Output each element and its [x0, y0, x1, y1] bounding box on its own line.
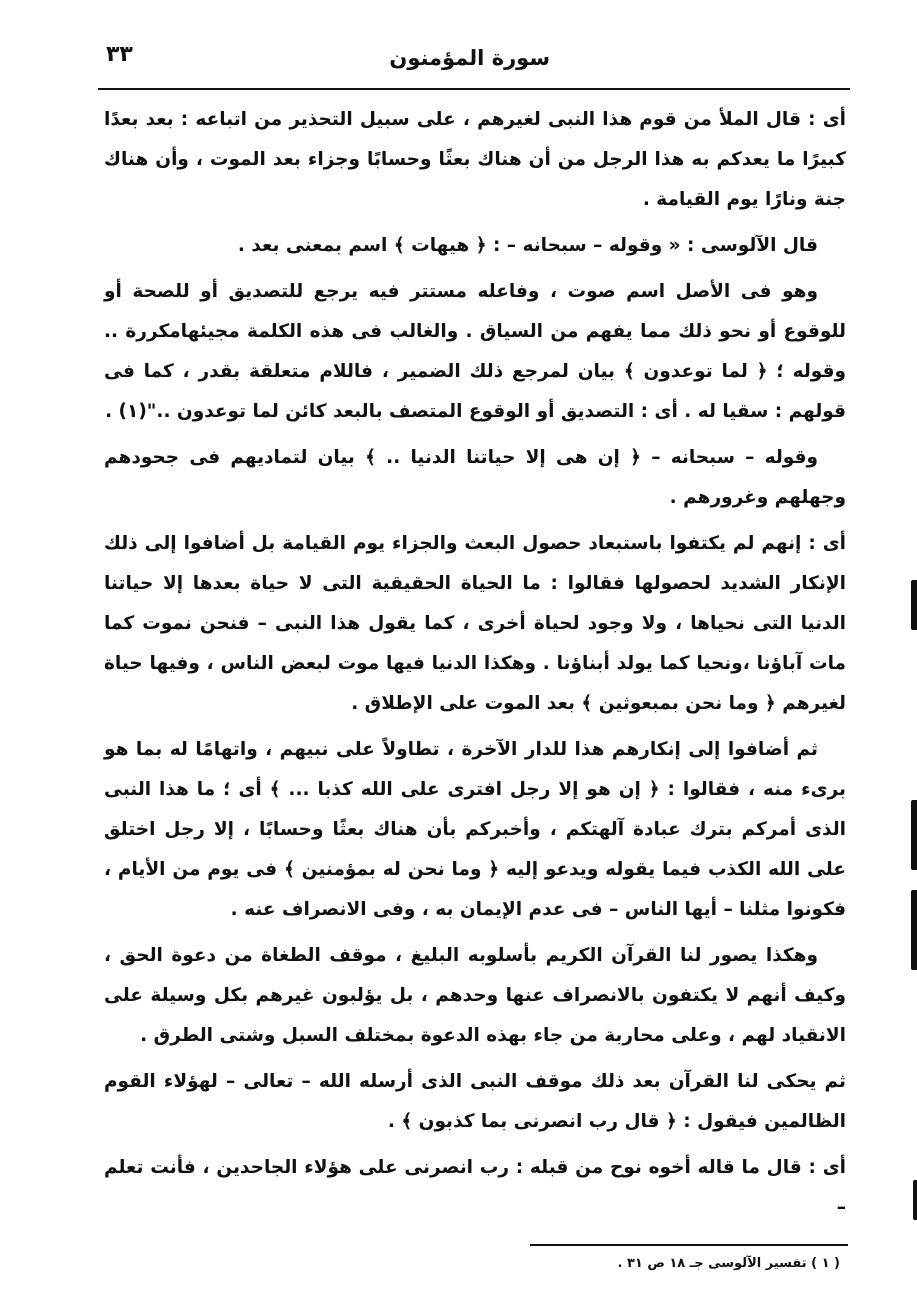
paragraph-3: وهو فى الأصل اسم صوت ، وفاعله مستتر فيه يرجع للتصديق أو للصحة أو للوقوع أو نحو ذلك مما يفهم من السياق . والغالب فى هذه الكلمة مجيئهامكررة .. وقوله ؛ ﴿ لما توعدون ﴾ بيان لمرجع ذلك الضمير ، فاللام متعلقة بقدر ، كما فى قولهم : سقيا له . أى : التصديق أو الوقوع المتصف بالبعد كائن لما توعدون .."(١) . — [104, 281, 846, 422]
scan-edge-mark — [913, 1180, 917, 1220]
paragraph-2: قال الآلوسى : « وقوله – سبحانه – : ﴿ هيهات ﴾ اسم بمعنى بعد . — [237, 235, 818, 256]
paragraph-8: ثم يحكى لنا القرآن بعد ذلك موقف النبى الذى أرسله الله – تعالى – لهؤلاء القوم الظالمين فيقول : ﴿ قال رب انصرنى بما كذبون ﴾ . — [104, 1071, 846, 1132]
paragraph-6: ثم أضافوا إلى إنكارهم هذا للدار الآخرة ، تطاولاً على نبيهم ، واتهامًا له بما هو برىء منه ، فقالوا : ﴿ إن هو إلا رجل افترى على الله كذبا ... ﴾ أى ؛ ما هذا النبى الذى أمركم بترك عبادة آلهتكم ، وأخبركم بأن هناك بعثًا وحسابًا ، إلا رجل اختلق على الله الكذب فيما يقوله ويدعو إليه ﴿ وما نحن له بمؤمنين ﴾ فى يوم من الأيام ، فكونوا مثلنا – أيها الناس – فى عدم الإيمان به ، وفى الانصراف عنه . — [104, 739, 846, 920]
paragraph-7: وهكذا يصور لنا القرآن الكريم بأسلوبه البليغ ، موقف الطغاة من دعوة الحق ، وكيف أنهم لا يكتفون بالانصراف عنها وحدهم ، بل يؤلبون غيرهم بكل وسيلة على الانقياد لهم ، وعلى محاربة من جاء بهذه الدعوة بمختلف السبل وشتى الطرق . — [104, 945, 846, 1046]
paragraph-4: وقوله – سبحانه – ﴿ إن هى إلا حياتنا الدنيا .. ﴾ بيان لتماديهم فى جحودهم وجهلهم وغرورهم . — [104, 447, 846, 508]
paragraph-1: أى : قال الملأ من قوم هذا النبى لغيرهم ، على سبيل التحذير من اتباعه : بعد بعدًا كبيرًا ما يعدكم به هذا الرجل من أن هناك بعثًا وحسابًا وجزاء بعد الموت ، وأن هناك جنة ونارًا يوم القيامة . — [104, 109, 846, 210]
header-rule — [98, 88, 850, 90]
scan-edge-mark — [911, 580, 917, 630]
body-text — [104, 100, 846, 1234]
scan-edge-mark — [911, 890, 917, 970]
paragraph-9: أى : قال ما قاله أخوه نوح من قبله : رب انصرنى على هؤلاء الجاحدين ، فأنت تعلم – — [104, 1157, 846, 1218]
footnote-rule — [530, 1244, 848, 1246]
scan-edge-mark — [911, 800, 917, 870]
footnote: ( ١ ) تفسير الآلوسى جـ ١٨ ص ٣١ . — [617, 1256, 840, 1271]
page-number: ٣٣ — [106, 42, 133, 67]
surah-title: سورة المؤمنون — [389, 46, 550, 70]
page-header — [98, 40, 850, 84]
paragraph-5: أى : إنهم لم يكتفوا باستبعاد حصول البعث والجزاء يوم القيامة بل أضافوا إلى ذلك الإنكار الشديد لحصولها فقالوا : ما الحياة الحقيقية التى لا حياة بعدها إلا حياتنا الدنيا التى نحياها ، ولا وجود لحياة أخرى ، كما يقول هذا النبى – فنحن نموت كما مات آباؤنا ،ونحيا كما يولد أبناؤنا . وهكذا الدنيا فيها موت لبعض الناس ، وفيها حياة لغيرهم ﴿ وما نحن بمبعوثين ﴾ بعد الموت على الإطلاق . — [104, 533, 846, 714]
